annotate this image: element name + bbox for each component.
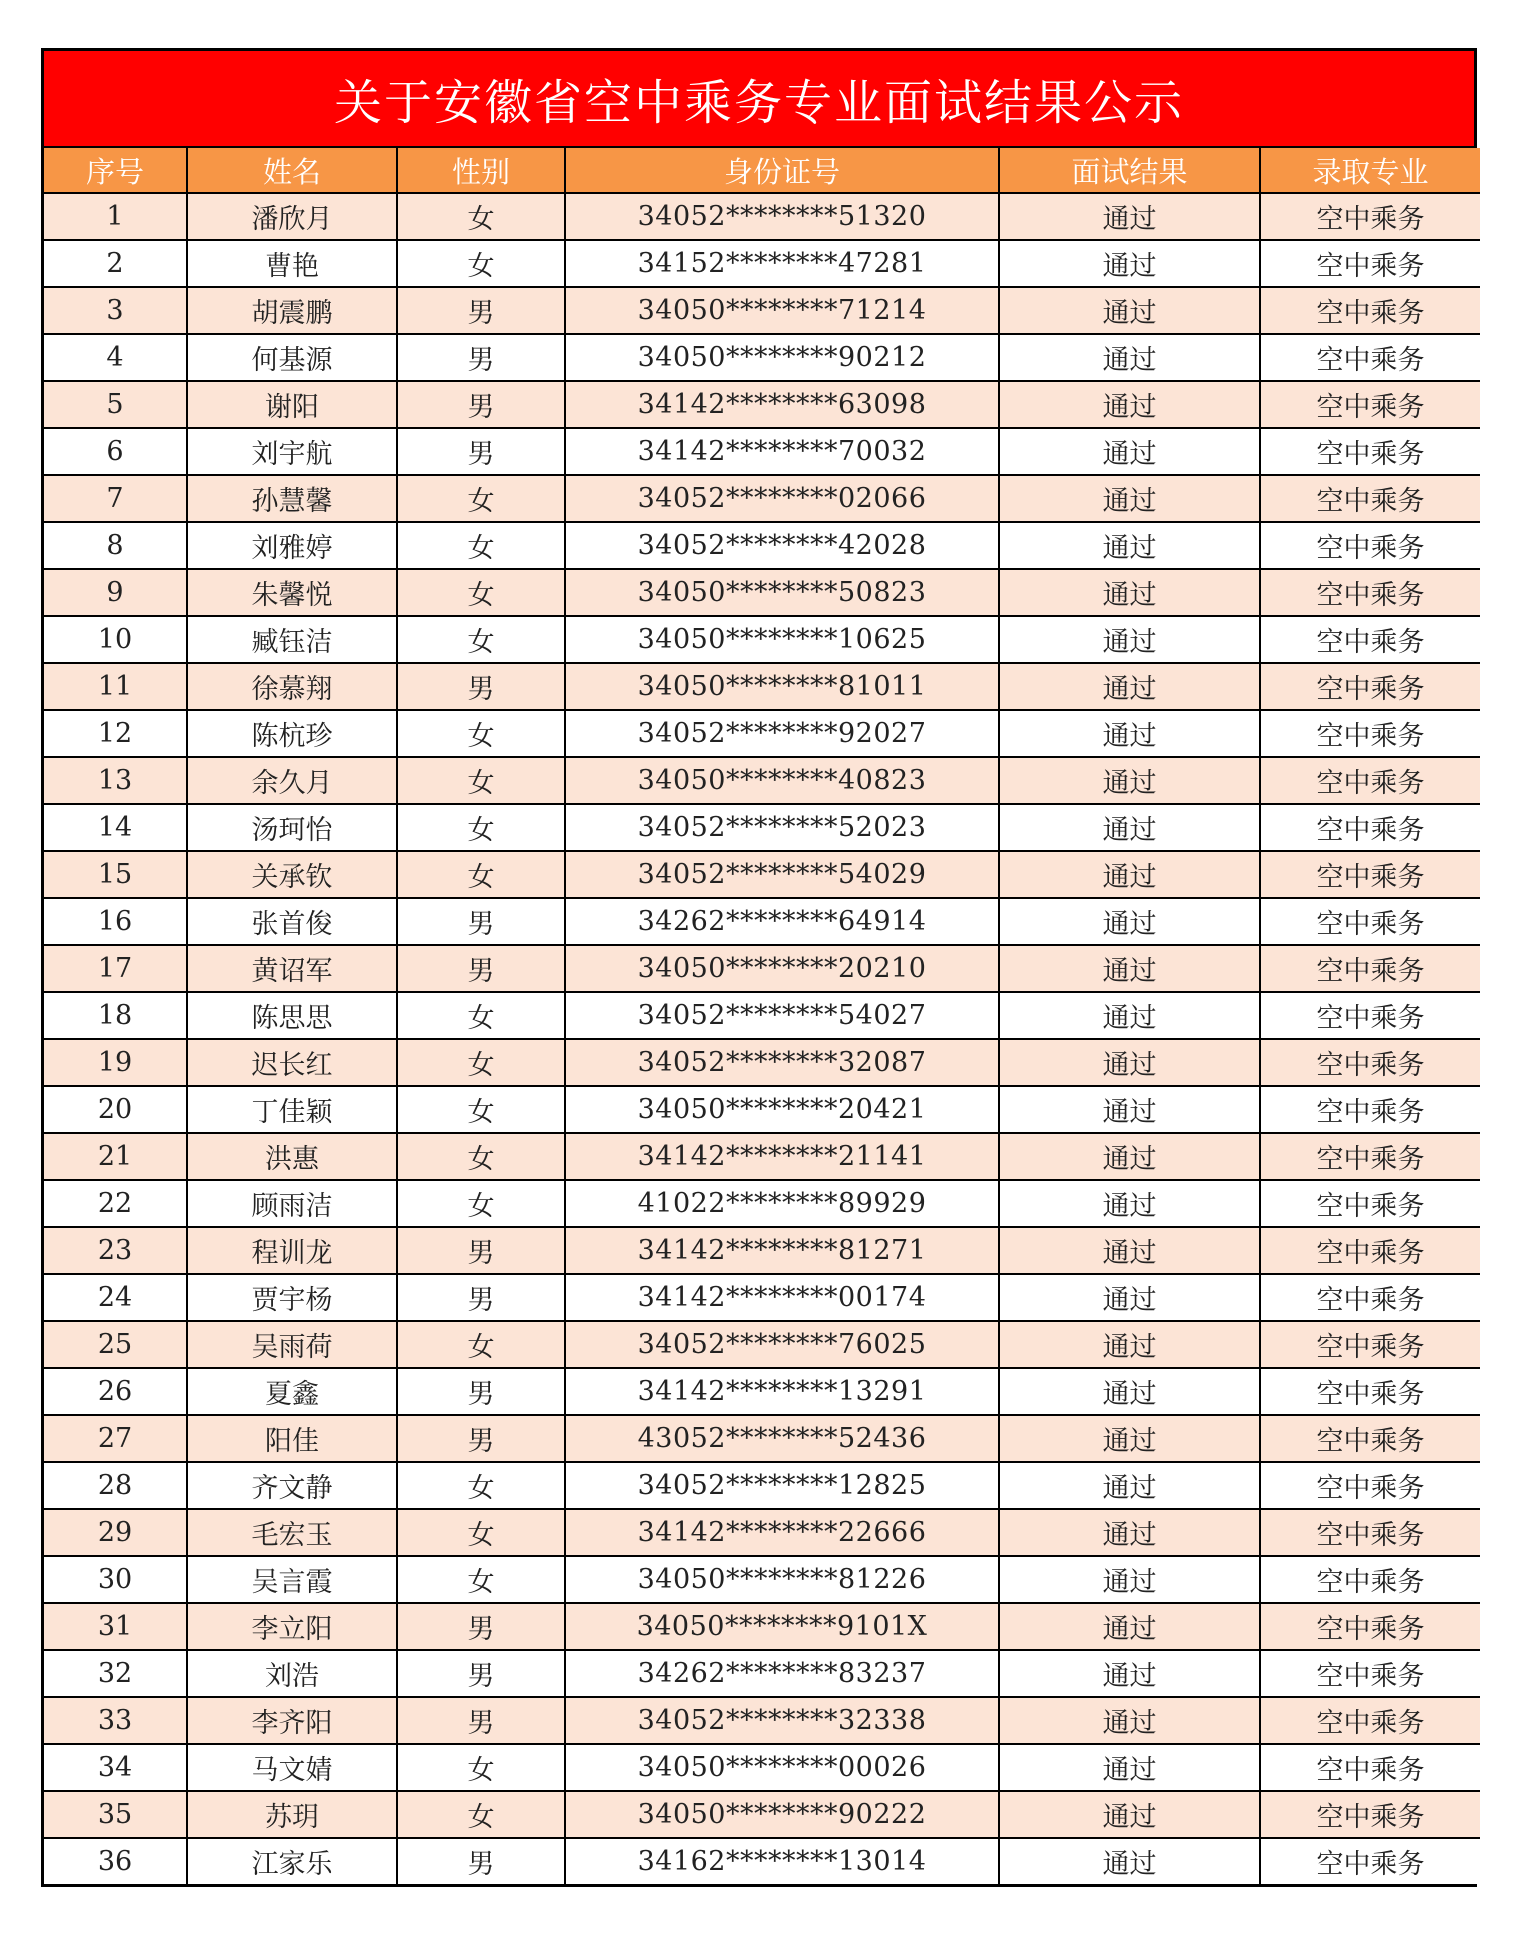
cell-gender: 女 bbox=[397, 1462, 565, 1509]
cell-name: 胡震鹏 bbox=[187, 287, 397, 334]
table-row bbox=[44, 1086, 1480, 1133]
cell-name: 李立阳 bbox=[187, 1603, 397, 1650]
table-row bbox=[44, 1462, 1480, 1509]
cell-gender: 女 bbox=[397, 1133, 565, 1180]
table-row bbox=[44, 1791, 1480, 1838]
cell-interview-result: 通过 bbox=[999, 1321, 1260, 1368]
cell-name: 谢阳 bbox=[187, 381, 397, 428]
cell-admitted-major: 空中乘务 bbox=[1260, 381, 1480, 428]
table-row bbox=[44, 1744, 1480, 1791]
table-row bbox=[44, 1227, 1480, 1274]
cell-admitted-major: 空中乘务 bbox=[1260, 1509, 1480, 1556]
cell-name: 朱馨悦 bbox=[187, 569, 397, 616]
cell-name: 洪惠 bbox=[187, 1133, 397, 1180]
cell-id-number: 34142********81271 bbox=[565, 1227, 999, 1274]
cell-id-number: 34152********47281 bbox=[565, 240, 999, 287]
cell-gender: 女 bbox=[397, 569, 565, 616]
cell-gender: 女 bbox=[397, 804, 565, 851]
cell-name: 李齐阳 bbox=[187, 1697, 397, 1744]
table-row bbox=[44, 757, 1480, 804]
cell-index: 35 bbox=[44, 1791, 187, 1838]
cell-admitted-major: 空中乘务 bbox=[1260, 757, 1480, 804]
cell-name: 徐慕翔 bbox=[187, 663, 397, 710]
cell-gender: 男 bbox=[397, 898, 565, 945]
cell-interview-result: 通过 bbox=[999, 240, 1260, 287]
table-row bbox=[44, 522, 1480, 569]
cell-id-number: 34052********76025 bbox=[565, 1321, 999, 1368]
cell-index: 32 bbox=[44, 1650, 187, 1697]
cell-index: 1 bbox=[44, 193, 187, 240]
cell-index: 4 bbox=[44, 334, 187, 381]
cell-id-number: 34050********81226 bbox=[565, 1556, 999, 1603]
cell-index: 7 bbox=[44, 475, 187, 522]
cell-gender: 女 bbox=[397, 1321, 565, 1368]
cell-admitted-major: 空中乘务 bbox=[1260, 475, 1480, 522]
cell-name: 潘欣月 bbox=[187, 193, 397, 240]
cell-interview-result: 通过 bbox=[999, 1039, 1260, 1086]
cell-index: 26 bbox=[44, 1368, 187, 1415]
cell-interview-result: 通过 bbox=[999, 663, 1260, 710]
table-row bbox=[44, 1133, 1480, 1180]
cell-gender: 女 bbox=[397, 240, 565, 287]
cell-id-number: 43052********52436 bbox=[565, 1415, 999, 1462]
cell-name: 毛宏玉 bbox=[187, 1509, 397, 1556]
header-row bbox=[44, 148, 1480, 193]
cell-gender: 男 bbox=[397, 1227, 565, 1274]
cell-admitted-major: 空中乘务 bbox=[1260, 1039, 1480, 1086]
cell-gender: 女 bbox=[397, 193, 565, 240]
cell-gender: 男 bbox=[397, 1838, 565, 1884]
cell-id-number: 34142********22666 bbox=[565, 1509, 999, 1556]
cell-interview-result: 通过 bbox=[999, 804, 1260, 851]
cell-admitted-major: 空中乘务 bbox=[1260, 428, 1480, 475]
cell-gender: 男 bbox=[397, 428, 565, 475]
cell-id-number: 34052********02066 bbox=[565, 475, 999, 522]
cell-name: 黄诏军 bbox=[187, 945, 397, 992]
cell-interview-result: 通过 bbox=[999, 851, 1260, 898]
table-row bbox=[44, 1415, 1480, 1462]
cell-id-number: 34142********70032 bbox=[565, 428, 999, 475]
table-row bbox=[44, 1838, 1480, 1884]
cell-index: 36 bbox=[44, 1838, 187, 1884]
cell-admitted-major: 空中乘务 bbox=[1260, 992, 1480, 1039]
table-row bbox=[44, 804, 1480, 851]
table-row bbox=[44, 1603, 1480, 1650]
table-row bbox=[44, 1180, 1480, 1227]
cell-id-number: 34052********51320 bbox=[565, 193, 999, 240]
cell-name: 关承钦 bbox=[187, 851, 397, 898]
cell-name: 程训龙 bbox=[187, 1227, 397, 1274]
cell-interview-result: 通过 bbox=[999, 381, 1260, 428]
table-row bbox=[44, 193, 1480, 240]
cell-gender: 女 bbox=[397, 1086, 565, 1133]
cell-index: 25 bbox=[44, 1321, 187, 1368]
cell-interview-result: 通过 bbox=[999, 475, 1260, 522]
table-row bbox=[44, 663, 1480, 710]
cell-name: 张首俊 bbox=[187, 898, 397, 945]
cell-admitted-major: 空中乘务 bbox=[1260, 898, 1480, 945]
cell-gender: 女 bbox=[397, 710, 565, 757]
cell-interview-result: 通过 bbox=[999, 1462, 1260, 1509]
cell-id-number: 34050********00026 bbox=[565, 1744, 999, 1791]
column-header-gender: 性别 bbox=[397, 148, 565, 193]
table-row bbox=[44, 945, 1480, 992]
column-header-name: 姓名 bbox=[187, 148, 397, 193]
cell-admitted-major: 空中乘务 bbox=[1260, 193, 1480, 240]
table-row bbox=[44, 898, 1480, 945]
cell-gender: 女 bbox=[397, 1180, 565, 1227]
cell-admitted-major: 空中乘务 bbox=[1260, 1368, 1480, 1415]
cell-id-number: 34142********00174 bbox=[565, 1274, 999, 1321]
cell-name: 刘雅婷 bbox=[187, 522, 397, 569]
table-body bbox=[44, 193, 1480, 1884]
cell-id-number: 34050********20421 bbox=[565, 1086, 999, 1133]
cell-name: 江家乐 bbox=[187, 1838, 397, 1884]
cell-admitted-major: 空中乘务 bbox=[1260, 1415, 1480, 1462]
cell-id-number: 34052********92027 bbox=[565, 710, 999, 757]
cell-gender: 女 bbox=[397, 475, 565, 522]
cell-id-number: 34050********50823 bbox=[565, 569, 999, 616]
cell-gender: 男 bbox=[397, 334, 565, 381]
table-row bbox=[44, 475, 1480, 522]
cell-id-number: 34262********64914 bbox=[565, 898, 999, 945]
cell-index: 29 bbox=[44, 1509, 187, 1556]
table-row bbox=[44, 1039, 1480, 1086]
cell-id-number: 34050********90212 bbox=[565, 334, 999, 381]
table-row bbox=[44, 569, 1480, 616]
cell-name: 顾雨洁 bbox=[187, 1180, 397, 1227]
cell-index: 30 bbox=[44, 1556, 187, 1603]
cell-name: 刘浩 bbox=[187, 1650, 397, 1697]
table-row bbox=[44, 1509, 1480, 1556]
cell-index: 6 bbox=[44, 428, 187, 475]
cell-interview-result: 通过 bbox=[999, 1415, 1260, 1462]
cell-id-number: 34050********40823 bbox=[565, 757, 999, 804]
cell-id-number: 34050********81011 bbox=[565, 663, 999, 710]
cell-interview-result: 通过 bbox=[999, 1274, 1260, 1321]
cell-id-number: 34052********42028 bbox=[565, 522, 999, 569]
cell-admitted-major: 空中乘务 bbox=[1260, 1462, 1480, 1509]
cell-admitted-major: 空中乘务 bbox=[1260, 287, 1480, 334]
cell-gender: 男 bbox=[397, 381, 565, 428]
cell-name: 曹艳 bbox=[187, 240, 397, 287]
table-row bbox=[44, 381, 1480, 428]
cell-admitted-major: 空中乘务 bbox=[1260, 1556, 1480, 1603]
cell-interview-result: 通过 bbox=[999, 1227, 1260, 1274]
cell-index: 17 bbox=[44, 945, 187, 992]
cell-index: 16 bbox=[44, 898, 187, 945]
cell-index: 22 bbox=[44, 1180, 187, 1227]
cell-gender: 男 bbox=[397, 945, 565, 992]
cell-admitted-major: 空中乘务 bbox=[1260, 1744, 1480, 1791]
cell-index: 28 bbox=[44, 1462, 187, 1509]
cell-index: 18 bbox=[44, 992, 187, 1039]
cell-index: 3 bbox=[44, 287, 187, 334]
cell-admitted-major: 空中乘务 bbox=[1260, 1838, 1480, 1884]
cell-admitted-major: 空中乘务 bbox=[1260, 522, 1480, 569]
table-row bbox=[44, 428, 1480, 475]
table-row bbox=[44, 1650, 1480, 1697]
cell-gender: 男 bbox=[397, 1415, 565, 1462]
cell-admitted-major: 空中乘务 bbox=[1260, 334, 1480, 381]
cell-index: 19 bbox=[44, 1039, 187, 1086]
cell-name: 贾宇杨 bbox=[187, 1274, 397, 1321]
cell-interview-result: 通过 bbox=[999, 428, 1260, 475]
cell-gender: 女 bbox=[397, 616, 565, 663]
table-row bbox=[44, 616, 1480, 663]
results-table bbox=[44, 148, 1480, 1884]
cell-admitted-major: 空中乘务 bbox=[1260, 710, 1480, 757]
cell-name: 齐文静 bbox=[187, 1462, 397, 1509]
table-row bbox=[44, 1274, 1480, 1321]
cell-id-number: 34050********9101X bbox=[565, 1603, 999, 1650]
cell-index: 12 bbox=[44, 710, 187, 757]
cell-name: 阳佳 bbox=[187, 1415, 397, 1462]
cell-name: 丁佳颖 bbox=[187, 1086, 397, 1133]
cell-index: 33 bbox=[44, 1697, 187, 1744]
table-row bbox=[44, 710, 1480, 757]
cell-admitted-major: 空中乘务 bbox=[1260, 663, 1480, 710]
table-row bbox=[44, 1697, 1480, 1744]
cell-index: 23 bbox=[44, 1227, 187, 1274]
cell-admitted-major: 空中乘务 bbox=[1260, 851, 1480, 898]
cell-gender: 女 bbox=[397, 1556, 565, 1603]
cell-admitted-major: 空中乘务 bbox=[1260, 1180, 1480, 1227]
cell-interview-result: 通过 bbox=[999, 1838, 1260, 1884]
cell-gender: 女 bbox=[397, 1039, 565, 1086]
cell-interview-result: 通过 bbox=[999, 1086, 1260, 1133]
cell-gender: 女 bbox=[397, 992, 565, 1039]
cell-index: 21 bbox=[44, 1133, 187, 1180]
cell-name: 陈思思 bbox=[187, 992, 397, 1039]
cell-id-number: 34052********32087 bbox=[565, 1039, 999, 1086]
cell-admitted-major: 空中乘务 bbox=[1260, 1133, 1480, 1180]
cell-gender: 男 bbox=[397, 287, 565, 334]
cell-admitted-major: 空中乘务 bbox=[1260, 1603, 1480, 1650]
cell-gender: 女 bbox=[397, 1744, 565, 1791]
table-row bbox=[44, 992, 1480, 1039]
cell-interview-result: 通过 bbox=[999, 992, 1260, 1039]
cell-index: 34 bbox=[44, 1744, 187, 1791]
cell-id-number: 34052********54027 bbox=[565, 992, 999, 1039]
cell-name: 汤珂怡 bbox=[187, 804, 397, 851]
cell-interview-result: 通过 bbox=[999, 1180, 1260, 1227]
column-header-index: 序号 bbox=[44, 148, 187, 193]
table-row bbox=[44, 1368, 1480, 1415]
cell-interview-result: 通过 bbox=[999, 1556, 1260, 1603]
cell-id-number: 41022********89929 bbox=[565, 1180, 999, 1227]
cell-interview-result: 通过 bbox=[999, 757, 1260, 804]
cell-index: 31 bbox=[44, 1603, 187, 1650]
cell-id-number: 34050********71214 bbox=[565, 287, 999, 334]
cell-gender: 男 bbox=[397, 1603, 565, 1650]
cell-name: 余久月 bbox=[187, 757, 397, 804]
cell-index: 27 bbox=[44, 1415, 187, 1462]
cell-interview-result: 通过 bbox=[999, 616, 1260, 663]
cell-interview-result: 通过 bbox=[999, 898, 1260, 945]
cell-id-number: 34050********90222 bbox=[565, 1791, 999, 1838]
cell-admitted-major: 空中乘务 bbox=[1260, 1086, 1480, 1133]
cell-interview-result: 通过 bbox=[999, 334, 1260, 381]
cell-name: 马文婧 bbox=[187, 1744, 397, 1791]
cell-interview-result: 通过 bbox=[999, 1603, 1260, 1650]
cell-interview-result: 通过 bbox=[999, 287, 1260, 334]
column-header-admitted-major: 录取专业 bbox=[1260, 148, 1480, 193]
cell-name: 夏鑫 bbox=[187, 1368, 397, 1415]
cell-interview-result: 通过 bbox=[999, 569, 1260, 616]
cell-name: 陈杭珍 bbox=[187, 710, 397, 757]
cell-interview-result: 通过 bbox=[999, 1509, 1260, 1556]
cell-gender: 男 bbox=[397, 1697, 565, 1744]
cell-name: 吴言霞 bbox=[187, 1556, 397, 1603]
column-header-interview-result: 面试结果 bbox=[999, 148, 1260, 193]
cell-gender: 女 bbox=[397, 1509, 565, 1556]
cell-id-number: 34142********63098 bbox=[565, 381, 999, 428]
table-row bbox=[44, 1556, 1480, 1603]
cell-interview-result: 通过 bbox=[999, 1133, 1260, 1180]
table-row bbox=[44, 240, 1480, 287]
cell-interview-result: 通过 bbox=[999, 1697, 1260, 1744]
cell-index: 9 bbox=[44, 569, 187, 616]
cell-name: 苏玥 bbox=[187, 1791, 397, 1838]
cell-name: 孙慧馨 bbox=[187, 475, 397, 522]
cell-index: 15 bbox=[44, 851, 187, 898]
cell-gender: 男 bbox=[397, 1650, 565, 1697]
cell-admitted-major: 空中乘务 bbox=[1260, 1650, 1480, 1697]
cell-admitted-major: 空中乘务 bbox=[1260, 569, 1480, 616]
cell-interview-result: 通过 bbox=[999, 1744, 1260, 1791]
cell-admitted-major: 空中乘务 bbox=[1260, 1274, 1480, 1321]
cell-interview-result: 通过 bbox=[999, 1368, 1260, 1415]
cell-admitted-major: 空中乘务 bbox=[1260, 1791, 1480, 1838]
cell-admitted-major: 空中乘务 bbox=[1260, 1227, 1480, 1274]
cell-index: 20 bbox=[44, 1086, 187, 1133]
cell-interview-result: 通过 bbox=[999, 522, 1260, 569]
cell-admitted-major: 空中乘务 bbox=[1260, 240, 1480, 287]
table-row bbox=[44, 334, 1480, 381]
cell-id-number: 34262********83237 bbox=[565, 1650, 999, 1697]
cell-gender: 女 bbox=[397, 757, 565, 804]
cell-index: 14 bbox=[44, 804, 187, 851]
cell-name: 吴雨荷 bbox=[187, 1321, 397, 1368]
cell-id-number: 34052********32338 bbox=[565, 1697, 999, 1744]
cell-id-number: 34142********13291 bbox=[565, 1368, 999, 1415]
cell-interview-result: 通过 bbox=[999, 193, 1260, 240]
cell-admitted-major: 空中乘务 bbox=[1260, 616, 1480, 663]
cell-index: 11 bbox=[44, 663, 187, 710]
cell-gender: 女 bbox=[397, 851, 565, 898]
cell-gender: 女 bbox=[397, 1791, 565, 1838]
cell-name: 臧钰洁 bbox=[187, 616, 397, 663]
cell-interview-result: 通过 bbox=[999, 1791, 1260, 1838]
cell-name: 刘宇航 bbox=[187, 428, 397, 475]
cell-index: 10 bbox=[44, 616, 187, 663]
table-row bbox=[44, 287, 1480, 334]
cell-id-number: 34052********12825 bbox=[565, 1462, 999, 1509]
cell-interview-result: 通过 bbox=[999, 1650, 1260, 1697]
cell-admitted-major: 空中乘务 bbox=[1260, 804, 1480, 851]
cell-interview-result: 通过 bbox=[999, 945, 1260, 992]
cell-gender: 女 bbox=[397, 522, 565, 569]
cell-index: 2 bbox=[44, 240, 187, 287]
result-sheet bbox=[41, 48, 1477, 1887]
cell-index: 13 bbox=[44, 757, 187, 804]
cell-gender: 男 bbox=[397, 1274, 565, 1321]
cell-id-number: 34050********10625 bbox=[565, 616, 999, 663]
cell-name: 何基源 bbox=[187, 334, 397, 381]
cell-name: 迟长红 bbox=[187, 1039, 397, 1086]
cell-id-number: 34052********52023 bbox=[565, 804, 999, 851]
cell-id-number: 34050********20210 bbox=[565, 945, 999, 992]
cell-admitted-major: 空中乘务 bbox=[1260, 945, 1480, 992]
cell-id-number: 34162********13014 bbox=[565, 1838, 999, 1884]
cell-id-number: 34142********21141 bbox=[565, 1133, 999, 1180]
cell-admitted-major: 空中乘务 bbox=[1260, 1321, 1480, 1368]
cell-id-number: 34052********54029 bbox=[565, 851, 999, 898]
page-title: 关于安徽省空中乘务专业面试结果公示 bbox=[44, 51, 1474, 148]
cell-gender: 男 bbox=[397, 663, 565, 710]
cell-interview-result: 通过 bbox=[999, 710, 1260, 757]
cell-gender: 男 bbox=[397, 1368, 565, 1415]
table-row bbox=[44, 1321, 1480, 1368]
cell-admitted-major: 空中乘务 bbox=[1260, 1697, 1480, 1744]
table-row bbox=[44, 851, 1480, 898]
column-header-id-number: 身份证号 bbox=[565, 148, 999, 193]
cell-index: 5 bbox=[44, 381, 187, 428]
cell-index: 8 bbox=[44, 522, 187, 569]
cell-index: 24 bbox=[44, 1274, 187, 1321]
